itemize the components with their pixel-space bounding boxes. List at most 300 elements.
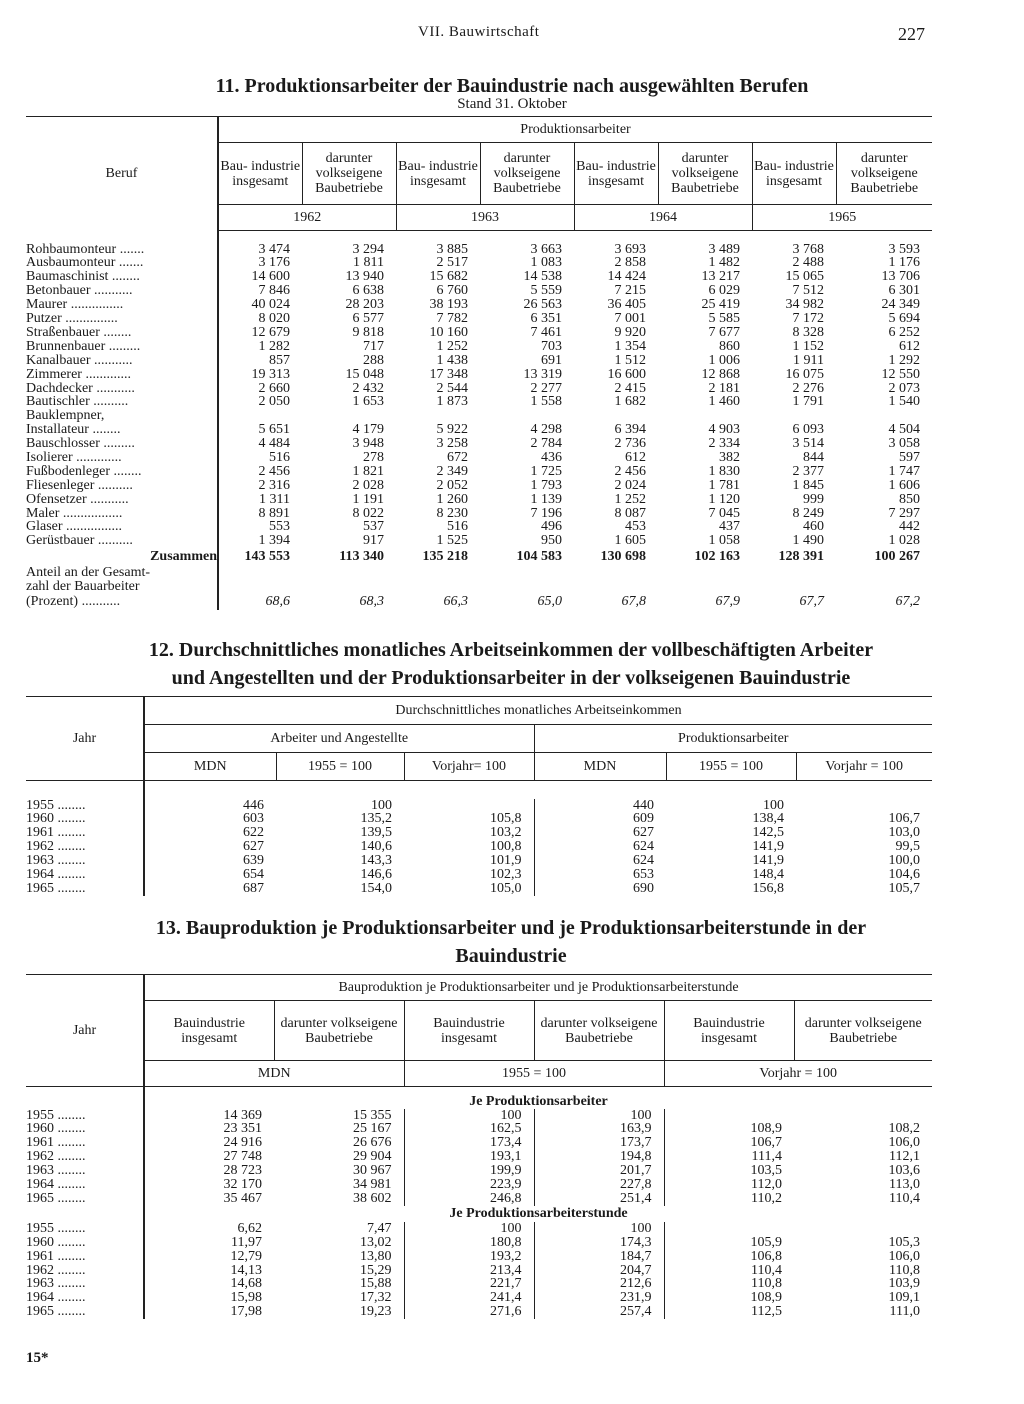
table11-cell: 1 354 (614, 338, 646, 354)
table11-cell: 67,7 (799, 594, 824, 610)
table13-cell: 15,88 (360, 1276, 392, 1292)
table11-cell: 4 179 (352, 422, 384, 438)
table11-cell: 1 725 (530, 463, 562, 479)
table11-cell (480, 409, 574, 423)
table13-cell: 193,2 (404, 1250, 534, 1264)
table11-cell: 2 334 (708, 436, 740, 452)
table12-cell: 139,5 (360, 825, 392, 841)
table12-cell: 104,6 (888, 867, 920, 883)
table11-cell: 2 028 (352, 477, 384, 493)
table13-cell: 100 (404, 1222, 534, 1236)
table11-row (26, 381, 932, 395)
table12-col-header: Vorjahr = 100 (796, 753, 932, 781)
table13-cell: 38 602 (353, 1190, 392, 1206)
table13-cell: 106,7 (664, 1136, 794, 1150)
table13-cell: 100 (534, 1109, 664, 1123)
table11-cell: 1 793 (530, 477, 562, 493)
table12-row (26, 812, 932, 826)
table11-cell: 7 001 (614, 311, 646, 327)
table11-cell: 12 550 (881, 366, 920, 382)
table11-cell: 13 217 (701, 269, 740, 285)
table13-title-line2: Bauindustrie (455, 945, 567, 967)
table11-cell: 2 456 (614, 463, 646, 479)
table13-cell: 35 467 (144, 1192, 274, 1206)
table11-cell: 65,0 (537, 594, 562, 610)
table11-cell: 844 (803, 449, 824, 465)
table13-cell: 106,0 (888, 1248, 920, 1264)
table11-row (26, 312, 932, 326)
table12-cell: 624 (534, 854, 666, 868)
table13-unit-header: 1955 = 100 (404, 1061, 664, 1087)
table12-cell (404, 799, 534, 813)
table11-cell: 717 (363, 338, 384, 354)
table11-row (26, 493, 932, 507)
table11-row (26, 395, 932, 409)
table13-cell: 257,4 (534, 1305, 664, 1319)
table13-cell: 100 (404, 1109, 534, 1123)
table11-cell: 1 540 (888, 394, 920, 410)
table11-cell: 7 512 (792, 283, 824, 299)
table13-cell: 15,29 (360, 1262, 392, 1278)
table11-cell: 7 782 (436, 311, 468, 327)
table13-cell: 23 351 (144, 1122, 274, 1136)
table12-cell: 627 (144, 840, 276, 854)
table12-cell: 622 (144, 826, 276, 840)
table11-cell: 2 024 (614, 477, 646, 493)
table13-cell: 204,7 (534, 1263, 664, 1277)
table12-col-header: 1955 = 100 (276, 753, 404, 781)
table12-cell: 100 (763, 797, 784, 813)
table12-col-header: 1955 = 100 (666, 753, 796, 781)
table11-cell: 130 698 (600, 549, 646, 565)
table11-share-label: (Prozent) ........... (26, 594, 121, 610)
table13-unit-header: Vorjahr = 100 (664, 1061, 932, 1087)
table11-cell (836, 409, 932, 423)
table12-cell: 653 (534, 868, 666, 882)
table13-cell: 11,97 (144, 1236, 274, 1250)
table13-cell: 241,4 (404, 1291, 534, 1305)
table11-cell: 102 163 (694, 549, 740, 565)
table13-cell: 106,0 (888, 1135, 920, 1151)
table13-cell: 201,7 (534, 1164, 664, 1178)
table12-row-label: 1965 ........ (26, 880, 86, 896)
table11-row-label: Glaser ................ (26, 519, 123, 535)
table11-cell: 6 301 (888, 283, 920, 299)
table13-cell: 193,1 (404, 1150, 534, 1164)
table11-cell: 13 706 (881, 269, 920, 285)
table12-group-header: Durchschnittliches monatliches Arbeitseinkommen (144, 697, 932, 725)
table13-cell: 111,0 (889, 1304, 920, 1320)
table12-cell: 627 (534, 826, 666, 840)
table13-cell: 110,8 (889, 1262, 920, 1278)
table13-cell: 17,32 (360, 1290, 392, 1306)
table11-cell: 28 203 (345, 297, 384, 313)
table11-cell: 1 311 (218, 493, 302, 507)
table11-cell: 26 563 (523, 297, 562, 313)
table11-cell: 2 181 (708, 380, 740, 396)
table11-cell: 850 (899, 491, 920, 507)
table13-cell: 30 967 (353, 1163, 392, 1179)
table11-col-bauindustrie: Bau- industrie insgesamt (218, 143, 302, 205)
table13-cell: 110,4 (664, 1263, 794, 1277)
table13-cell: 103,6 (888, 1163, 920, 1179)
table11-cell (218, 409, 302, 423)
footer-signature: 15* (26, 1350, 49, 1366)
table13-group-header: Bauproduktion je Produktionsarbeiter und je Produktionsarbeiterstunde (144, 975, 932, 1001)
table13-cell: 14,68 (144, 1277, 274, 1291)
table13-row-label: 1964 ........ (26, 1177, 86, 1193)
table12-cell: 140,6 (360, 839, 392, 855)
table12-cell: 99,5 (895, 839, 920, 855)
table13-cell (664, 1222, 794, 1236)
table12-cell: 156,8 (752, 880, 784, 896)
table11-cell: 1 120 (708, 491, 740, 507)
table13-cell: 19,23 (360, 1304, 392, 1320)
page-number: 227 (898, 24, 925, 44)
table11-cell: 553 (218, 520, 302, 534)
table12-cell: 105,0 (490, 880, 522, 896)
table11-cell (658, 409, 752, 423)
table11-cell: 516 (447, 519, 468, 535)
table11-title: 11. Produktionsarbeiter der Bauindustrie nach ausgewählten Berufen (215, 75, 809, 97)
table11-row (26, 326, 932, 340)
table11-cell: 104 583 (516, 549, 562, 565)
table11-row (26, 243, 932, 257)
table12-cell: 103,2 (490, 825, 522, 841)
table13-cell: 103,9 (888, 1276, 920, 1292)
table11-row-label: Putzer ............... (26, 311, 118, 327)
table11-cell: 1 811 (353, 255, 384, 271)
table11-col-bauindustrie: Bau- industrie insgesamt (574, 143, 658, 205)
table11-cell: 1 558 (530, 394, 562, 410)
table11-cell: 1 252 (436, 338, 468, 354)
table11-cell: 1 512 (614, 352, 646, 368)
table11-cell: 7 215 (614, 283, 646, 299)
table13-cell: 32 170 (144, 1178, 274, 1192)
table11-cell: 1 781 (708, 477, 740, 493)
table11-cell: 36 405 (607, 297, 646, 313)
table12-cell: 138,4 (752, 811, 784, 827)
table11-cell: 7 461 (530, 324, 562, 340)
table11-cell: 7 196 (530, 505, 562, 521)
table11-cell: 15 048 (345, 366, 384, 382)
table13-cell: 271,6 (404, 1305, 534, 1319)
table11-cell: 917 (363, 533, 384, 549)
table11-cell: 2 377 (792, 463, 824, 479)
table11-cell: 5 651 (218, 423, 302, 437)
table13-cell: 199,9 (404, 1164, 534, 1178)
table13-row-label: 1960 ........ (26, 1234, 86, 1250)
table13-row-label: 1955 ........ (26, 1220, 86, 1236)
table11-cell: 13 940 (345, 269, 384, 285)
table11-cell: 288 (363, 352, 384, 368)
table12-cell: 603 (144, 812, 276, 826)
table11-cell: 10 160 (429, 324, 468, 340)
table11-cell: 1 058 (708, 533, 740, 549)
table11-cell: 1 830 (708, 463, 740, 479)
table13-row (26, 1136, 932, 1150)
table11-subtitle: Stand 31. Oktober (457, 96, 567, 112)
table13-cell: 173,4 (404, 1136, 534, 1150)
table13-cell: 108,9 (664, 1122, 794, 1136)
table11-share-row (26, 594, 932, 610)
table12-cell: 146,6 (360, 867, 392, 883)
table11-cell: 17 348 (429, 366, 468, 382)
table11-cell: 8 891 (218, 506, 302, 520)
table13-cell: 27 748 (144, 1150, 274, 1164)
table11-cell: 12 868 (701, 366, 740, 382)
table11-cell: 1 282 (218, 340, 302, 354)
table12-row (26, 868, 932, 882)
table13-cell: 14,13 (144, 1263, 274, 1277)
table11-row-label: Ausbaumonteur ....... (26, 255, 144, 271)
table11-cell: 1 252 (614, 491, 646, 507)
table11-cell: 672 (447, 449, 468, 465)
table11-share-label: zahl der Bauarbeiter (26, 579, 140, 595)
table13-cell: 28 723 (144, 1164, 274, 1178)
table12-cell: 639 (144, 854, 276, 868)
table11-year-header: 1963 (396, 205, 574, 231)
table11-cell: 2 276 (792, 380, 824, 396)
table13-title-line1: 13. Bauproduktion je Produktionsarbeiter und je Produktionsarbeiterstunde in der (155, 917, 867, 939)
table11-cell: 2 050 (218, 395, 302, 409)
table13-cell: 26 676 (353, 1135, 392, 1151)
table11-cell: 2 052 (436, 477, 468, 493)
table11-cell: 24 349 (881, 297, 920, 313)
table11-row (26, 423, 932, 437)
table11-cell: 6 577 (352, 311, 384, 327)
table11-cell: 1 028 (888, 533, 920, 549)
table13-cell: 13,02 (360, 1234, 392, 1250)
table13-row (26, 1291, 932, 1305)
table13-row (26, 1109, 932, 1123)
table13-row (26, 1263, 932, 1277)
table11-cell (302, 409, 396, 423)
table12-cell: 148,4 (752, 867, 784, 883)
table11-total-row (26, 548, 932, 566)
table11-cell: 2 488 (792, 255, 824, 271)
table11 (26, 116, 932, 610)
table11-cell: 1 482 (708, 255, 740, 271)
table13-cell: 221,7 (404, 1277, 534, 1291)
table11-cell: 3 593 (888, 241, 920, 257)
table12-col-header: MDN (144, 753, 276, 781)
table11-cell: 68,3 (359, 594, 384, 610)
table13-col-bauindustrie: Bauindustrie insgesamt (664, 1001, 794, 1061)
table11-row-label: Bauklempner, (26, 408, 105, 424)
table12-cell: 105,8 (490, 811, 522, 827)
table11-cell: 3 176 (218, 256, 302, 270)
table12-row (26, 840, 932, 854)
table11-cell: 25 419 (701, 297, 740, 313)
table13-cell: 25 167 (353, 1121, 392, 1137)
table13-cell: 251,4 (534, 1192, 664, 1206)
table13-row-label: 1963 ........ (26, 1276, 86, 1292)
table13-cell: 163,9 (534, 1122, 664, 1136)
table13-cell: 113,0 (889, 1177, 920, 1193)
table11-cell: 1 606 (888, 477, 920, 493)
table12-cell: 624 (534, 840, 666, 854)
table11-cell: 278 (363, 449, 384, 465)
table13-cell: 106,8 (664, 1250, 794, 1264)
table11-row-label: Rohbaumonteur ....... (26, 241, 145, 257)
table11-cell: 860 (719, 338, 740, 354)
table13-cell: 112,5 (664, 1305, 794, 1319)
table13-cell: 24 916 (144, 1136, 274, 1150)
table11-cell: 5 922 (436, 422, 468, 438)
table11-cell: 6 252 (888, 324, 920, 340)
table11-cell: 3 294 (352, 241, 384, 257)
table11-row-label: Maurer ............... (26, 297, 124, 313)
table11-cell: 1 438 (436, 352, 468, 368)
table11-cell: 38 193 (429, 297, 468, 313)
table11-cell: 68,6 (218, 594, 302, 610)
table11-col-volkseigene: darunter volkseigene Baubetriebe (836, 143, 932, 205)
table13-row (26, 1192, 932, 1206)
table13-row-label: 1955 ........ (26, 1107, 86, 1123)
table13-cell: 13,80 (360, 1248, 392, 1264)
table12-row (26, 882, 932, 896)
table11-cell: 1 006 (708, 352, 740, 368)
table13-row (26, 1122, 932, 1136)
table13-cell: 15,98 (144, 1291, 274, 1305)
table11-cell: 612 (625, 449, 646, 465)
table13-row-label: 1965 ........ (26, 1190, 86, 1206)
table12-title-line2: und Angestellten und der Produktionsarbeiter in der volkseigenen Bauindustrie (171, 667, 851, 689)
table13-section-header: Je Produktionsarbeiter (144, 1087, 932, 1109)
table11-cell: 7 846 (218, 284, 302, 298)
table11-cell: 6 029 (708, 283, 740, 299)
table11-row-label: Baumaschinist ........ (26, 269, 140, 285)
table11-cell: 100 267 (874, 549, 920, 565)
table11-cell: 9 818 (352, 324, 384, 340)
table11-row (26, 284, 932, 298)
table11-cell: 2 517 (436, 255, 468, 271)
table12-cell: 101,9 (490, 853, 522, 869)
table11-cell: 1 821 (352, 463, 384, 479)
table11-cell: 6 638 (352, 283, 384, 299)
table11-row-label: Isolierer ............. (26, 449, 122, 465)
table13-cell: 110,4 (889, 1190, 920, 1206)
table13-cell: 103,5 (664, 1164, 794, 1178)
table11-cell: 135 218 (422, 549, 468, 565)
table11-cell: 1 176 (888, 255, 920, 271)
table11-cell: 1 394 (218, 534, 302, 548)
table11-cell: 128 391 (778, 549, 824, 565)
table13-col-volkseigene: darunter volkseigene Baubetriebe (794, 1001, 932, 1061)
table11-cell: 1 682 (614, 394, 646, 410)
table11-cell: 7 172 (792, 311, 824, 327)
table11-cell: 5 694 (888, 311, 920, 327)
table11-cell: 9 920 (614, 324, 646, 340)
table12-cell: 142,5 (752, 825, 784, 841)
table11-cell: 12 679 (218, 326, 302, 340)
table11-cell: 8 087 (614, 505, 646, 521)
table11-row (26, 409, 932, 423)
table11-col-bauindustrie: Bau- industrie insgesamt (396, 143, 480, 205)
table11-cell: 1 873 (436, 394, 468, 410)
table11-stub-header: Beruf (26, 117, 218, 231)
table13-row (26, 1305, 932, 1319)
table11-cell: 15 065 (785, 269, 824, 285)
table11-cell: 950 (541, 533, 562, 549)
table11-cell: 1 653 (352, 394, 384, 410)
table11-cell: 8 328 (792, 324, 824, 340)
table11-cell: 3 058 (888, 436, 920, 452)
table11-year-header: 1965 (752, 205, 932, 231)
table11-row (26, 256, 932, 270)
table13-row-label: 1965 ........ (26, 1304, 86, 1320)
table11-row-label: Ofensetzer ........... (26, 491, 129, 507)
table13-cell: 6,62 (144, 1222, 274, 1236)
table13-cell: 109,1 (888, 1290, 920, 1306)
table13-stub-header: Jahr (26, 975, 144, 1087)
table11-cell: 1 490 (792, 533, 824, 549)
table13-row-label: 1960 ........ (26, 1121, 86, 1137)
table11-row (26, 479, 932, 493)
table11-cell: 2 456 (218, 465, 302, 479)
table11-row-label: Maler ................. (26, 505, 123, 521)
table11-cell: 16 075 (785, 366, 824, 382)
table11-col-volkseigene: darunter volkseigene Baubetriebe (302, 143, 396, 205)
table12-stub-header: Jahr (26, 697, 144, 781)
table11-cell: 19 313 (218, 368, 302, 382)
table11-cell: 1 845 (792, 477, 824, 493)
table11-row (26, 298, 932, 312)
table13-cell: 213,4 (404, 1263, 534, 1277)
table11-cell: 2 277 (530, 380, 562, 396)
table11-cell: 4 298 (530, 422, 562, 438)
table12-col-header: MDN (534, 753, 666, 781)
table11-group-header: Produktionsarbeiter (218, 117, 932, 143)
table11-cell: 3 663 (530, 241, 562, 257)
table11-cell: 3 693 (614, 241, 646, 257)
table11-cell: 612 (899, 338, 920, 354)
table11-cell: 2 660 (218, 381, 302, 395)
table13-cell: 173,7 (534, 1136, 664, 1150)
table13-cell: 111,4 (664, 1150, 794, 1164)
table11-cell: 3 948 (352, 436, 384, 452)
table11-cell: 1 525 (436, 533, 468, 549)
table11-cell: 5 559 (530, 283, 562, 299)
table13-col-volkseigene: darunter volkseigene Baubetriebe (534, 1001, 664, 1061)
table11-row-label: Straßenbauer ........ (26, 324, 132, 340)
table11-cell: 1 083 (530, 255, 562, 271)
table13-row (26, 1250, 932, 1264)
table12-cell: 141,9 (752, 839, 784, 855)
table11-cell: 16 600 (607, 366, 646, 382)
table11-cell: 999 (803, 491, 824, 507)
table12-cell: 100 (371, 797, 392, 813)
table11-cell: 6 351 (530, 311, 562, 327)
table11-cell: 703 (541, 338, 562, 354)
table11-row-label: Bauschlosser ......... (26, 436, 135, 452)
table12-cell: 102,3 (490, 867, 522, 883)
table11-cell: 143 553 (218, 548, 302, 566)
table13-cell: 105,9 (664, 1236, 794, 1250)
table12-row-label: 1961 ........ (26, 825, 86, 841)
table11-cell: 3 885 (436, 241, 468, 257)
table11-row (26, 340, 932, 354)
table11-cell: 14 600 (218, 270, 302, 284)
table13-cell: 12,79 (144, 1250, 274, 1264)
table12-row (26, 826, 932, 840)
table12-subheader-produktionsarbeiter: Produktionsarbeiter (534, 725, 932, 753)
table11-cell: 2 736 (614, 436, 646, 452)
table13-row-label: 1961 ........ (26, 1135, 86, 1151)
table13-row-label: 1961 ........ (26, 1248, 86, 1264)
table13-cell: 29 904 (353, 1149, 392, 1165)
